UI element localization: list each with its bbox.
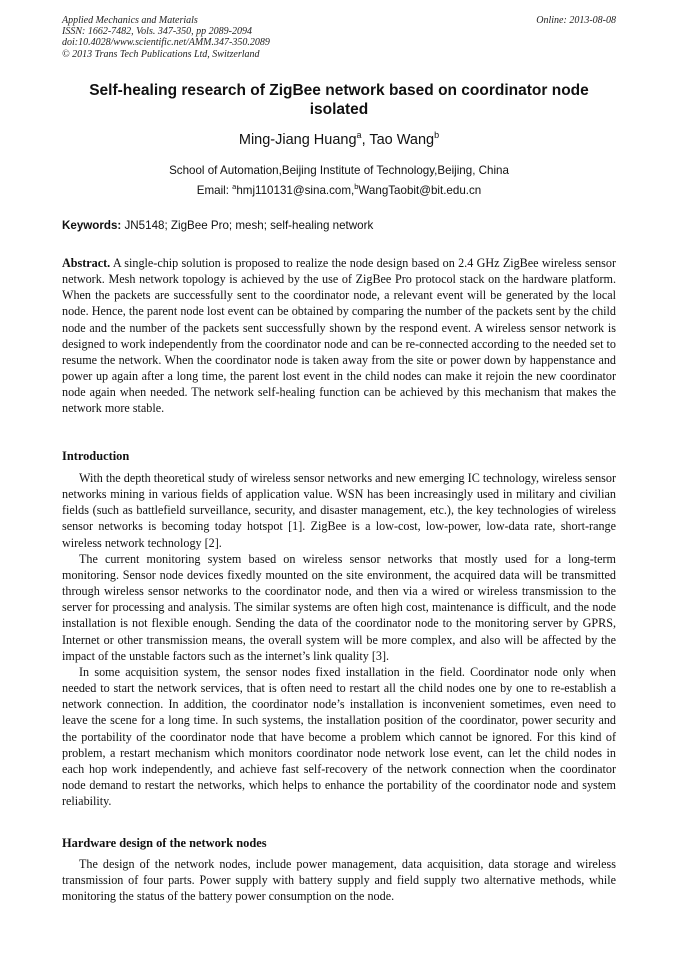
author-superscript: a: [356, 130, 362, 140]
paper-title: Self-healing research of ZigBee network based on coordinator node isolated: [89, 82, 589, 118]
journal-name: Applied Mechanics and Materials: [62, 15, 198, 26]
keywords-label: Keywords:: [62, 219, 122, 232]
email-address: WangTaobit@bit.edu.cn: [358, 184, 482, 197]
abstract: [62, 255, 616, 417]
affiliation: School of Automation,Beijing Institute of Technology,Beijing, China: [169, 164, 509, 177]
email-superscript: b: [354, 182, 359, 191]
email-line: [62, 184, 616, 198]
email-address: hmj110131@sina.com,: [236, 184, 355, 197]
journal-issn: ISSN: 1662-7482, Vols. 347-350, pp 2089-2094: [62, 26, 252, 38]
abstract-label: Abstract.: [62, 256, 111, 270]
paragraph: The design of the network nodes, include power management, data acquisition, data storage and wireless transmission of four parts. Power supply with battery supply and field supply two alternative methods, while monitoring the status of the battery power consumption on the node.: [62, 857, 616, 904]
keywords-text: JN5148; ZigBee Pro; mesh; self-healing network: [121, 219, 374, 232]
journal-doi: doi:10.4028/www.scientific.net/AMM.347-350.2089: [62, 37, 270, 49]
paragraph: With the depth theoretical study of wireless sensor networks and new emerging IC technology, wireless sensor networks mining in various fields of application value. WSN has been increasingly used in military and civilian fields (such as battlefield surveillance, security, and disaster management, etc.), the key technologies of wireless sensor networks is becoming today hotspot [1]. ZigBee is a low-cost, low-power, low-data rate, short-range wireless network technology [2].: [62, 471, 616, 550]
email-label: Email:: [196, 184, 233, 197]
paragraph: In some acquisition system, the sensor nodes fixed installation in the field. Coordinator node only when needed to start the network services, that is often need to restart all the child nodes one by one to re-establish a network connection. In addition, the coordinator node’s installation is inconvenient sometimes, even need to leave the scene for a long time. In such systems, the installation position of the coordinator, power security and the portability of the coordinator node that have become a problem which cannot be ignored. For this kind of problem, a restart mechanism which monitors coordinator node network lose event, can let the child nodes in each hop work independently, and achieve fast self-recovery of the network connection when the coordinator node demand to restart the networks, which helps to enhance the portability of the coordinator node and system reliability.: [62, 664, 616, 809]
journal-copyright: © 2013 Trans Tech Publications Ltd, Switzerland: [62, 48, 260, 60]
paragraph: The current monitoring system based on wireless sensor networks that mostly used for a long-term monitoring. Sensor node devices fixedly mounted on the site environment, the acquired data will be transmitted through wireless sensor networks to the coordinator node, and then via a wired or wireless transmission to the server for processing and analysis. The similar systems are often high cost, maintenance is difficult, and the node installation is not flexible enough. Sending the data of the coordinator node to the monitoring server by GPRS, Internet or other transmission means, the overall system will be more complex, and also will be affected by the impact of the unstable factors such as the internet’s link quality [3].: [62, 551, 616, 663]
section-heading-introduction: Introduction: [62, 449, 130, 463]
author-separator: ,: [361, 132, 370, 148]
abstract-text: A single-chip solution is proposed to realize the node design based on 2.4 GHz ZigBee wireless sensor network. Mesh network topology is achieved by the use of ZigBee Pro protocol stack on the hardware platform. When the packets are successfully sent to the coordinator node, a relevant event will be generated by the local node. Hence, the parent node lost event can be obtained by comparing the number of the packets sent by the child node and the number of the packets sent successfully shown by the respond event. A wireless sensor network is designed to work independently from the coordinator node and can be re-connected according to the needed set to resume the network. When the coordinator node is taken away from the site or power down by happenstance and power up again after a long time, the parent lost event in the child nodes can make it rejoin the new coordinator node again when needed. The network self-healing function can be achieved by this mechanism that makes the network more stable.: [62, 256, 616, 416]
journal-info: [62, 15, 270, 60]
online-date: Online: 2013-08-08: [536, 15, 616, 26]
keywords: [62, 219, 616, 233]
email-superscript: a: [232, 182, 237, 191]
author-line: [62, 131, 616, 149]
section-heading-hardware: Hardware design of the network nodes: [62, 836, 267, 850]
author-name: Tao Wang: [369, 132, 435, 148]
author-superscript: b: [434, 130, 440, 140]
introduction-body: [62, 470, 616, 809]
author-name: Ming-Jiang Huang: [238, 132, 357, 148]
hardware-body: [62, 856, 616, 904]
